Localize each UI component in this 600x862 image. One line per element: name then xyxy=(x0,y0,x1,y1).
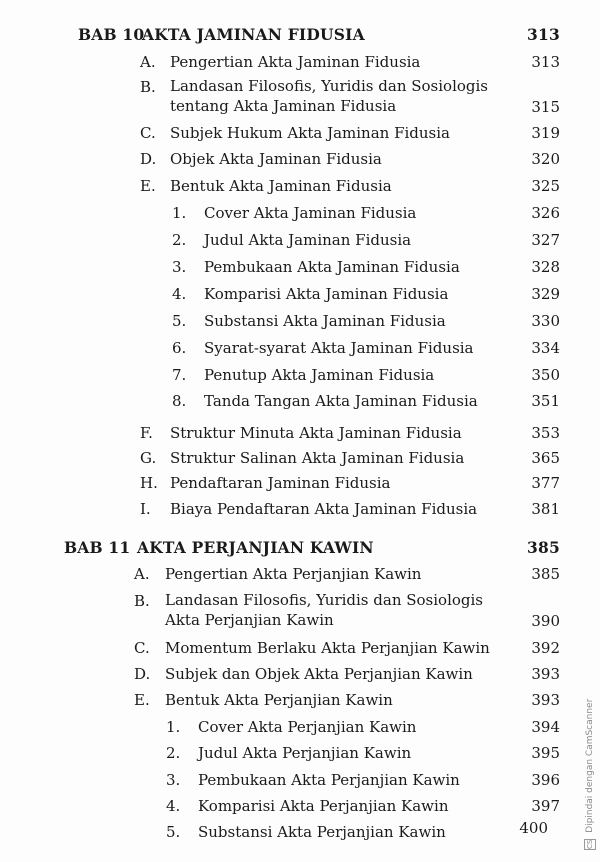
entry-marker: 2. xyxy=(166,744,181,762)
entry-page: 350 xyxy=(531,366,560,384)
toc-entry xyxy=(0,122,560,144)
chapter-number: BAB 10 xyxy=(78,25,145,44)
entry-marker: 7. xyxy=(172,366,187,384)
entry-page: 385 xyxy=(531,565,560,583)
entry-page: 397 xyxy=(531,797,560,815)
entry-label: Komparisi Akta Perjanjian Kawin xyxy=(198,797,449,815)
entry-page: 329 xyxy=(531,285,560,303)
entry-label: Struktur Minuta Akta Jaminan Fidusia xyxy=(170,424,462,442)
chapter-title: AKTA PERJANJIAN KAWIN xyxy=(137,538,374,557)
entry-marker: 4. xyxy=(166,797,181,815)
entry-label: Judul Akta Perjanjian Kawin xyxy=(198,744,412,762)
entry-label: Pengertian Akta Perjanjian Kawin xyxy=(165,565,422,583)
entry-page: 390 xyxy=(531,612,560,630)
entry-page: 325 xyxy=(531,177,560,195)
toc-entry xyxy=(0,422,560,444)
toc-entry xyxy=(0,447,560,469)
entry-marker: H. xyxy=(140,474,158,492)
entry-marker: D. xyxy=(134,665,151,683)
entry-page: 327 xyxy=(531,231,560,249)
chapter-heading-bab11 xyxy=(0,537,560,559)
toc-entry xyxy=(0,689,560,711)
toc-subentry xyxy=(0,390,560,412)
toc-entry xyxy=(0,663,560,685)
entry-label: Landasan Filosofis, Yuridis dan Sosiologis Akta Perjanjian Kawin xyxy=(165,591,484,629)
toc-subentry xyxy=(0,742,560,764)
entry-page: 326 xyxy=(531,204,560,222)
toc-subentry xyxy=(0,256,560,278)
entry-page: 392 xyxy=(531,639,560,657)
entry-marker: 3. xyxy=(166,771,181,789)
toc-entry xyxy=(0,472,560,494)
entry-label: Struktur Salinan Akta Jaminan Fidusia xyxy=(170,449,465,467)
entry-label: Penutup Akta Jaminan Fidusia xyxy=(204,366,435,384)
entry-label: Objek Akta Jaminan Fidusia xyxy=(170,150,382,168)
entry-page: 393 xyxy=(531,665,560,683)
entry-label: Tanda Tangan Akta Jaminan Fidusia xyxy=(204,392,478,410)
entry-page: 394 xyxy=(531,718,560,736)
toc-subentry xyxy=(0,364,560,386)
chapter-page: 385 xyxy=(527,538,560,557)
entry-label: Momentum Berlaku Akta Perjanjian Kawin xyxy=(165,639,490,657)
entry-label: Landasan Filosofis, Yuridis dan Sosiologis tentang Akta Jaminan Fidusia xyxy=(170,77,489,115)
entry-page: 351 xyxy=(531,392,560,410)
chapter-title: AKTA JAMINAN FIDUSIA xyxy=(142,25,365,44)
entry-label: Pembukaan Akta Jaminan Fidusia xyxy=(204,258,460,276)
entry-label: Subjek Hukum Akta Jaminan Fidusia xyxy=(170,124,450,142)
toc-subentry xyxy=(0,795,560,817)
entry-marker: 8. xyxy=(172,392,187,410)
entry-label: Judul Akta Jaminan Fidusia xyxy=(204,231,412,249)
entry-page: 320 xyxy=(531,150,560,168)
entry-page: 353 xyxy=(531,424,560,442)
entry-label: Syarat-syarat Akta Jaminan Fidusia xyxy=(204,339,474,357)
entry-page: 315 xyxy=(531,98,560,116)
entry-marker: F. xyxy=(140,424,153,442)
entry-page: 330 xyxy=(531,312,560,330)
toc-entry xyxy=(0,51,560,73)
entry-marker: 5. xyxy=(172,312,187,330)
entry-page: 400 xyxy=(519,819,548,837)
toc-entry xyxy=(0,590,560,632)
chapter-heading-bab10 xyxy=(0,24,560,46)
entry-marker: G. xyxy=(140,449,157,467)
entry-page: 396 xyxy=(531,771,560,789)
entry-page: 381 xyxy=(531,500,560,518)
toc-subentry xyxy=(0,769,560,791)
entry-label: Pendaftaran Jaminan Fidusia xyxy=(170,474,391,492)
entry-page: 393 xyxy=(531,691,560,709)
entry-marker: 3. xyxy=(172,258,187,276)
entry-label: Biaya Pendaftaran Akta Jaminan Fidusia xyxy=(170,500,478,518)
entry-label: Bentuk Akta Perjanjian Kawin xyxy=(165,691,393,709)
toc-entry xyxy=(0,637,560,659)
toc-subentry xyxy=(0,283,560,305)
toc-subentry xyxy=(0,229,560,251)
entry-page: 313 xyxy=(531,53,560,71)
entry-marker: 6. xyxy=(172,339,187,357)
entry-marker: E. xyxy=(134,691,150,709)
entry-marker: C. xyxy=(134,639,150,657)
toc-entry xyxy=(0,563,560,585)
entry-page: 328 xyxy=(531,258,560,276)
toc-entry xyxy=(0,76,560,118)
toc-entry xyxy=(0,175,560,197)
entry-marker: D. xyxy=(140,150,157,168)
entry-label: Pengertian Akta Jaminan Fidusia xyxy=(170,53,421,71)
entry-label: Cover Akta Jaminan Fidusia xyxy=(204,204,417,222)
entry-marker: C. xyxy=(140,124,156,142)
entry-marker: I. xyxy=(140,500,151,518)
camscanner-text: Dipindai dengan CamScanner xyxy=(585,698,595,833)
entry-marker: 2. xyxy=(172,231,187,249)
entry-page: 377 xyxy=(531,474,560,492)
toc-entry xyxy=(0,148,560,170)
entry-label: Bentuk Akta Jaminan Fidusia xyxy=(170,177,392,195)
scanner-watermark xyxy=(584,690,596,850)
entry-label: Komparisi Akta Jaminan Fidusia xyxy=(204,285,449,303)
entry-marker: 4. xyxy=(172,285,187,303)
entry-marker: B. xyxy=(140,78,156,96)
toc-subentry xyxy=(0,821,560,843)
entry-page: 319 xyxy=(531,124,560,142)
entry-page: 365 xyxy=(531,449,560,467)
toc-entry xyxy=(0,498,560,520)
entry-marker: 1. xyxy=(172,204,187,222)
entry-label: Cover Akta Perjanjian Kawin xyxy=(198,718,417,736)
entry-label: Substansi Akta Perjanjian Kawin xyxy=(198,823,446,841)
entry-marker: 5. xyxy=(166,823,181,841)
entry-label: Pembukaan Akta Perjanjian Kawin xyxy=(198,771,460,789)
camscanner-badge: CS xyxy=(586,839,594,849)
entry-marker: A. xyxy=(140,53,156,71)
entry-marker: B. xyxy=(134,592,150,610)
entry-page: 334 xyxy=(531,339,560,357)
toc-subentry xyxy=(0,202,560,224)
entry-label: Substansi Akta Jaminan Fidusia xyxy=(204,312,446,330)
entry-marker: A. xyxy=(134,565,150,583)
entry-page: 395 xyxy=(531,744,560,762)
entry-marker: 1. xyxy=(166,718,181,736)
chapter-page: 313 xyxy=(527,25,560,44)
toc-subentry xyxy=(0,337,560,359)
toc-subentry xyxy=(0,716,560,738)
entry-label: Subjek dan Objek Akta Perjanjian Kawin xyxy=(165,665,473,683)
toc-subentry xyxy=(0,310,560,332)
entry-marker: E. xyxy=(140,177,156,195)
chapter-number: BAB 11 xyxy=(64,538,131,557)
